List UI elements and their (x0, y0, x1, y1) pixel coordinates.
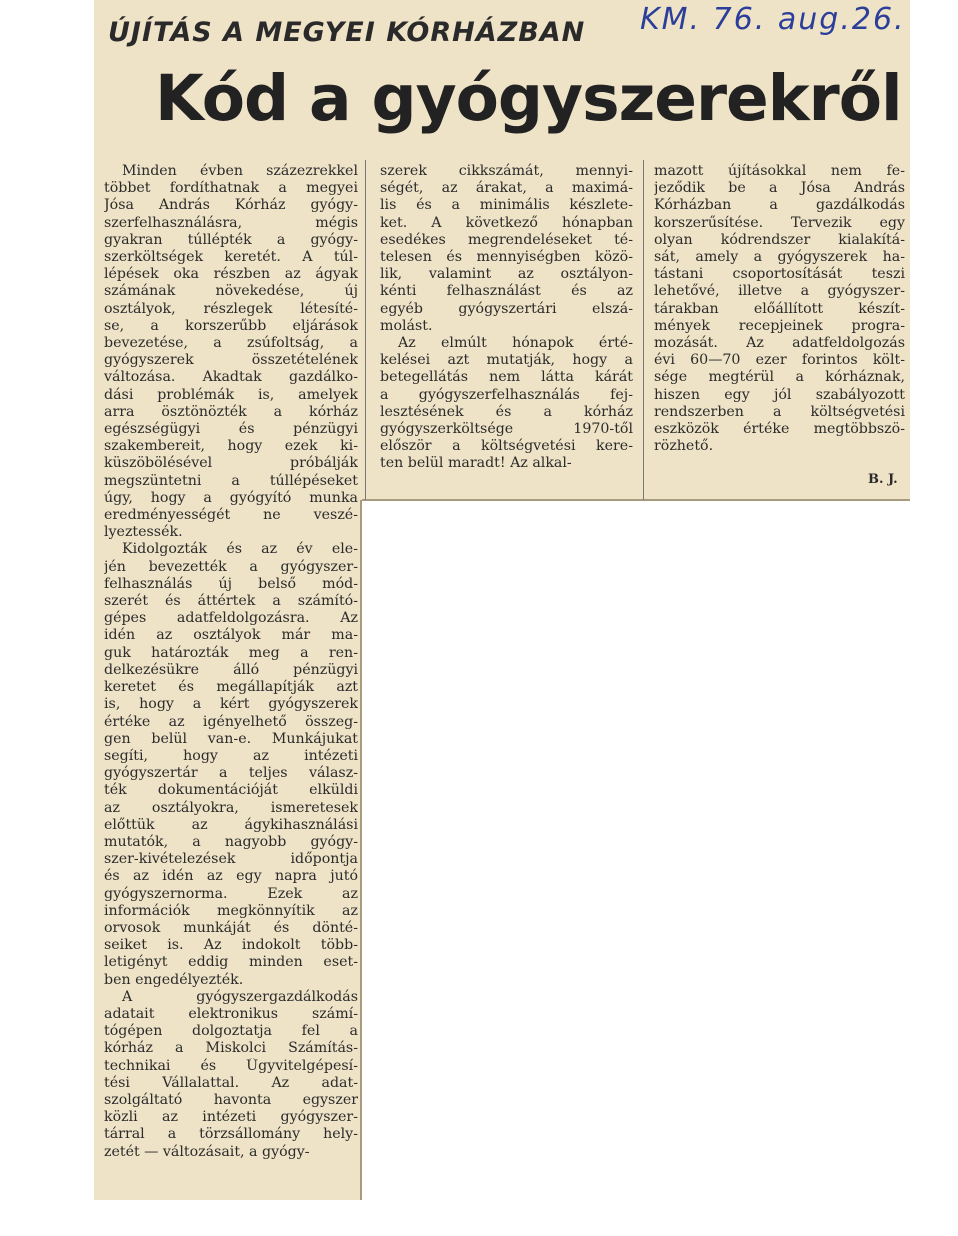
article-line: hiszen egy jól szabályozott (654, 386, 905, 403)
handwritten-date-note: KM. 76. aug.26. (640, 2, 906, 37)
article-line: szerét és áttértek a számító- (104, 593, 358, 610)
article-line: lépések oka részben az ágyak (104, 266, 358, 283)
article-line: sát, amely a gyógyszerek ha- (654, 249, 905, 266)
article-line: Kórházban a gazdálkodás (654, 197, 905, 214)
article-line: esedékes megrendeléseket té- (380, 231, 633, 248)
article-line: dási problémák is, amelyek (104, 386, 358, 403)
article-line: szerfelhasználásra, mégis (104, 214, 358, 231)
kicker: ÚJÍTÁS A MEGYEI KÓRHÁZBAN (108, 17, 586, 48)
article-line: lyeztessék. (104, 524, 183, 541)
article-line: betegellátás nem látta kárát (380, 369, 633, 386)
article-line: először a költségvetési kere- (380, 438, 633, 455)
article-line: letigényt eddig minden eset- (104, 954, 358, 971)
article-line: olyan kódrendszer kialakítá- (654, 231, 905, 248)
article-line: információk megkönnyítik az (104, 902, 358, 919)
article-line: évi 60—70 ezer forintos költ- (654, 352, 905, 369)
article-line: gyógyszertár a teljes válasz- (104, 765, 358, 782)
article-line: eredményességét ne veszé- (104, 507, 358, 524)
article-line: tárral a törzsállomány hely- (104, 1126, 358, 1143)
article-line: arra ösztönözték a kórház (104, 403, 358, 420)
article-line: a gyógyszerfelhasználás fej- (380, 386, 633, 403)
article-line: előttük az ágykihasználási (104, 816, 358, 833)
article-line: tárakban előállított készít- (654, 300, 905, 317)
article-line: lis és a minimális készlete- (380, 197, 633, 214)
article-line: változása. Akadtak gazdálko- (104, 369, 358, 386)
article-line: szer-kivételezések időpontja (104, 851, 358, 868)
article-line: delkezésükre álló pénzügyi (104, 661, 358, 678)
article-line: sége megtérül a kórháznak, (654, 369, 905, 386)
article-line: úgy, hogy a gyógyító munka (104, 489, 358, 506)
article-line: küszöbölésével próbálják (104, 455, 358, 472)
article-line: többet fordíthatnak a megyei (104, 180, 358, 197)
article-line: szerköltségek keretét. A túl- (104, 249, 358, 266)
article-line: gyakran túllépték a gyógy- (104, 231, 358, 248)
article-line: guk határozták meg a ren- (104, 644, 358, 661)
article-line: korszerűsítése. Tervezik egy (654, 214, 905, 231)
article-line: eszközök értéke megtöbbszö- (654, 421, 905, 438)
article-column-2 (380, 163, 633, 473)
article-line: az osztályokra, ismeretesek (104, 799, 358, 816)
article-line: gépes adatfeldolgozásra. Az (104, 610, 358, 627)
article-line: segíti, hogy az intézeti (104, 747, 358, 764)
article-line: bevezetése, a zsúfoltság, a (104, 335, 358, 352)
article-line: mozását. Az adatfeldolgozás (654, 335, 905, 352)
article-line: ben engedélyezték. (104, 971, 244, 988)
article-line: gyógyszerek összetételének (104, 352, 358, 369)
article-line: értéke az igényelhető összeg- (104, 713, 358, 730)
article-line: lik, valamint az osztályon- (380, 266, 633, 283)
column-rule (365, 160, 366, 500)
article-line: rözhető. (654, 438, 714, 455)
article-line: jén bevezették a gyógyszer- (104, 558, 358, 575)
article-line: szerek cikkszámát, mennyi- (380, 163, 633, 179)
article-line: kénti felhasználást és az (380, 283, 633, 300)
article-line: Minden évben százezrekkel (122, 163, 358, 179)
clipping-edge (360, 500, 362, 1200)
article-line: gen belül van-e. Munkájukat (104, 730, 358, 747)
article-line: gyógyszernorma. Ezek az (104, 885, 358, 902)
article-line: egészségügyi és pénzügyi (104, 421, 358, 438)
article-line: ségét, az árakat, a maximá- (380, 180, 633, 197)
article-line: szolgáltató havonta egyszer (104, 1091, 358, 1108)
article-line: gyógyszerköltsége 1970-től (380, 421, 633, 438)
article-line: mények recepjeinek progra- (654, 317, 905, 334)
article-line: mutatók, a nagyobb gyógy- (104, 833, 358, 850)
article-line: megszüntetni a túllépéseket (104, 472, 358, 489)
article-line: felhasználás új belső mód- (104, 575, 358, 592)
article-line: A gyógyszergazdálkodás (122, 988, 358, 1005)
article-line: lesztésének és a kórház (380, 403, 633, 420)
article-line: Kidolgozták és az év ele- (122, 541, 358, 558)
article-line: zetét — változásait, a gyógy- (104, 1143, 310, 1160)
article-line: kelései azt mutatják, hogy a (380, 352, 633, 369)
article-line: molást. (380, 317, 433, 334)
article-line: tési Vállalattal. Az adat- (104, 1074, 358, 1091)
article-line: jeződik be a Jósa András (654, 180, 905, 197)
article-line: se, a korszerűbb eljárások (104, 317, 358, 334)
article-column-1 (104, 163, 358, 1161)
article-line: lehetővé, illetve a gyógyszer- (654, 283, 905, 300)
article-line: ten belül maradt! Az alkal- (380, 455, 572, 472)
article-line: technikai és Ügyvitelgépesí- (104, 1057, 358, 1074)
article-line: rendszerben a költségvetési (654, 403, 905, 420)
article-line: szakembereit, hogy ezek ki- (104, 438, 358, 455)
article-line: adatait elektronikus számí- (104, 1005, 358, 1022)
article-line: tástani csoportosítását teszi (654, 266, 905, 283)
article-line: számának növekedése, új (104, 283, 358, 300)
article-line: tógépen dolgoztatja fel a (104, 1023, 358, 1040)
author-signature: B. J. (868, 472, 898, 487)
article-line: egyéb gyógyszertári elszá- (380, 300, 633, 317)
article-line: és az idén az egy napra jutó (104, 868, 358, 885)
article-line: közli az intézeti gyógyszer- (104, 1109, 358, 1126)
article-line: ték dokumentációját elküldi (104, 782, 358, 799)
article-column-3 (654, 163, 905, 455)
article-line: is, hogy a kért gyógyszerek (104, 696, 358, 713)
article-line: orvosok munkáját és dönté- (104, 919, 358, 936)
article-line: kórház a Miskolci Számítás- (104, 1040, 358, 1057)
article-line: seiket is. Az indokolt több- (104, 937, 358, 954)
article-line: mazott újításokkal nem fe- (654, 163, 905, 179)
article-line: ket. A következő hónapban (380, 214, 633, 231)
article-line: Az elmúlt hónapok érté- (398, 335, 633, 352)
article-line: idén az osztályok már ma- (104, 627, 358, 644)
article-line: keretet és megállapítják azt (104, 679, 358, 696)
headline: Kód a gyógyszerekről (155, 62, 902, 135)
clipping-edge (362, 499, 910, 501)
article-line: Jósa András Kórház gyógy- (104, 197, 358, 214)
article-line: osztályok, részlegek létesíté- (104, 300, 358, 317)
column-rule (643, 160, 644, 500)
article-line: telesen és mennyiségben közö- (380, 249, 633, 266)
